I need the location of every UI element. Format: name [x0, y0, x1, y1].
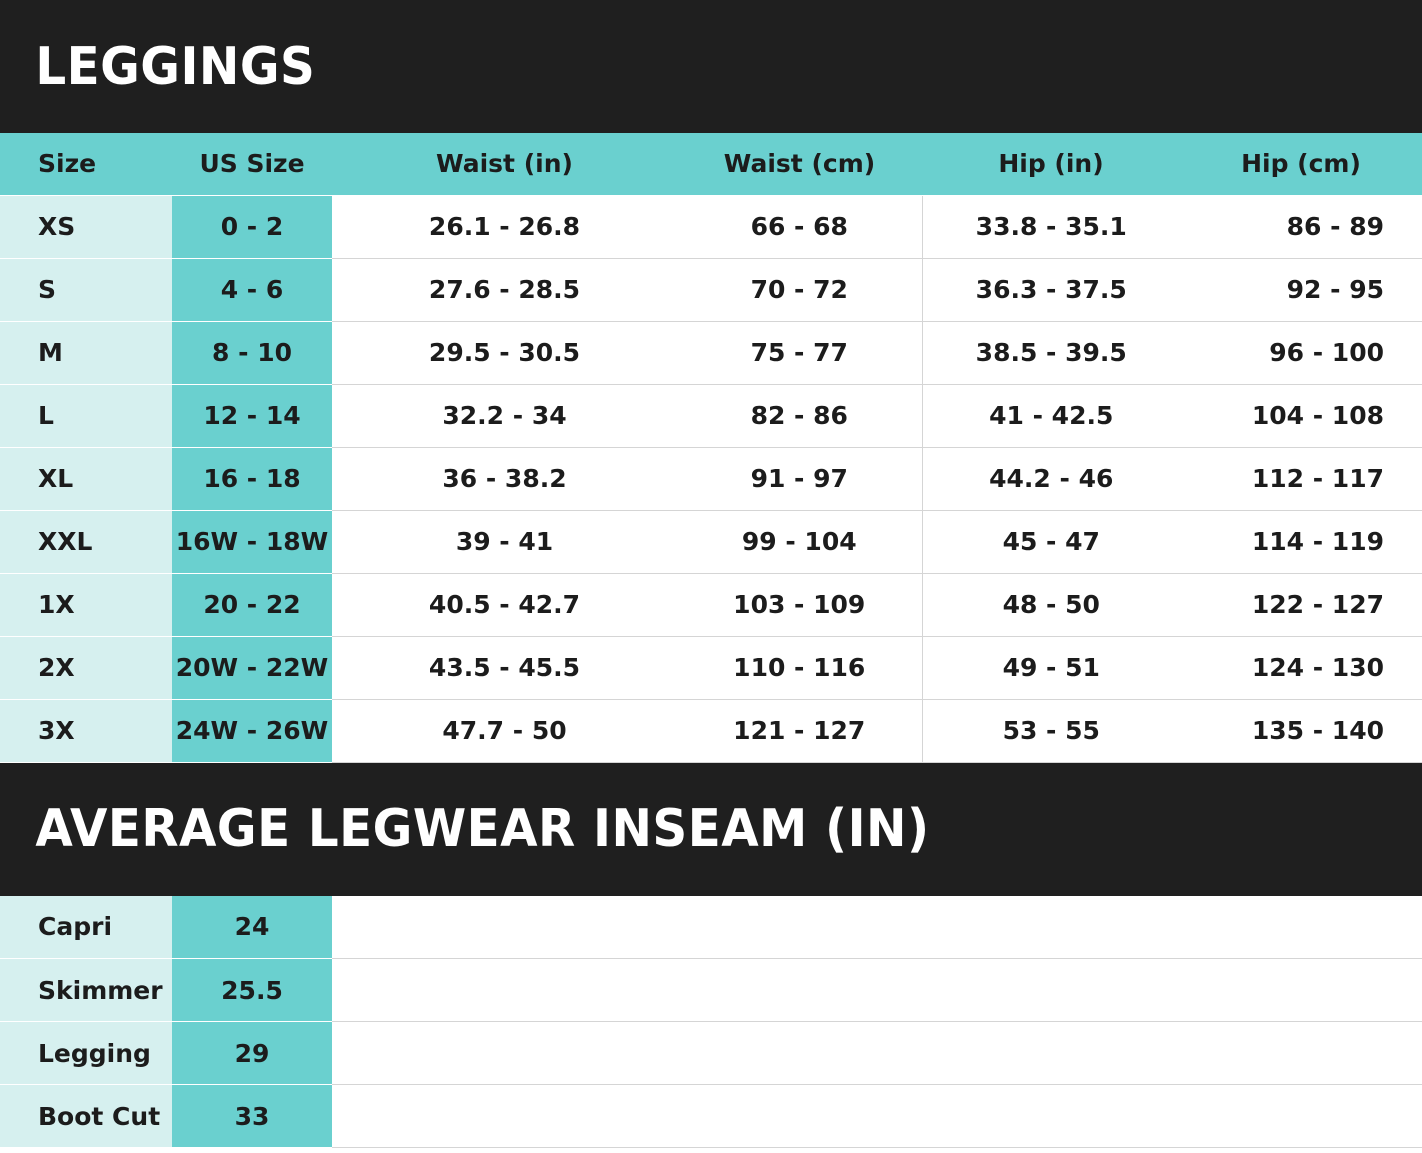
inseam-title-bar: [0, 763, 1422, 896]
cell-size: XL: [0, 447, 172, 510]
cell-waist-cm: 99 - 104: [677, 510, 922, 573]
cell-size: 2X: [0, 636, 172, 699]
cell-size: 1X: [0, 573, 172, 636]
column-header-waist-in: Waist (in): [332, 133, 677, 195]
cell-inseam-value: 25.5: [172, 959, 332, 1022]
cell-waist-cm: 121 - 127: [677, 699, 922, 762]
cell-waist-cm: 110 - 116: [677, 636, 922, 699]
cell-us-size: 24W - 26W: [172, 699, 332, 762]
cell-waist-in: 43.5 - 45.5: [332, 636, 677, 699]
table-row: [0, 258, 1422, 321]
cell-waist-in: 36 - 38.2: [332, 447, 677, 510]
list-item: [0, 896, 1422, 959]
table-row: [0, 510, 1422, 573]
cell-waist-cm: 66 - 68: [677, 195, 922, 258]
cell-inseam-value: 24: [172, 896, 332, 959]
cell-blank: [332, 1085, 1422, 1148]
list-item: [0, 1085, 1422, 1148]
inseam-title: AVERAGE LEGWEAR INSEAM (IN): [35, 799, 930, 859]
column-header-size: Size: [0, 133, 172, 195]
cell-hip-in: 49 - 51: [922, 636, 1180, 699]
cell-waist-in: 26.1 - 26.8: [332, 195, 677, 258]
cell-inseam-style: Capri: [0, 896, 172, 959]
cell-waist-in: 39 - 41: [332, 510, 677, 573]
leggings-title-bar: [0, 0, 1422, 133]
list-item: [0, 959, 1422, 1022]
cell-size: 3X: [0, 699, 172, 762]
cell-inseam-style: Boot Cut: [0, 1085, 172, 1148]
page-title: LEGGINGS: [35, 36, 316, 97]
table-row: [0, 321, 1422, 384]
cell-hip-in: 36.3 - 37.5: [922, 258, 1180, 321]
cell-us-size: 8 - 10: [172, 321, 332, 384]
cell-waist-in: 47.7 - 50: [332, 699, 677, 762]
cell-hip-cm: 124 - 130: [1180, 636, 1422, 699]
cell-blank: [332, 1022, 1422, 1085]
cell-us-size: 20W - 22W: [172, 636, 332, 699]
cell-hip-cm: 104 - 108: [1180, 384, 1422, 447]
cell-size: M: [0, 321, 172, 384]
cell-us-size: 0 - 2: [172, 195, 332, 258]
cell-inseam-value: 29: [172, 1022, 332, 1085]
list-item: [0, 1022, 1422, 1085]
column-header-us-size: US Size: [172, 133, 332, 195]
cell-hip-cm: 92 - 95: [1180, 258, 1422, 321]
cell-us-size: 16W - 18W: [172, 510, 332, 573]
table-row: [0, 573, 1422, 636]
cell-inseam-style: Legging: [0, 1022, 172, 1085]
table-header-row: [0, 133, 1422, 195]
column-header-waist-cm: Waist (cm): [677, 133, 922, 195]
cell-us-size: 16 - 18: [172, 447, 332, 510]
cell-hip-cm: 96 - 100: [1180, 321, 1422, 384]
cell-hip-cm: 112 - 117: [1180, 447, 1422, 510]
cell-inseam-value: 33: [172, 1085, 332, 1148]
inseam-table: [0, 896, 1422, 1149]
cell-hip-in: 33.8 - 35.1: [922, 195, 1180, 258]
table-row: [0, 447, 1422, 510]
cell-us-size: 20 - 22: [172, 573, 332, 636]
table-row: [0, 195, 1422, 258]
column-header-hip-cm: Hip (cm): [1180, 133, 1422, 195]
cell-hip-in: 44.2 - 46: [922, 447, 1180, 510]
cell-us-size: 4 - 6: [172, 258, 332, 321]
cell-size: S: [0, 258, 172, 321]
cell-waist-cm: 103 - 109: [677, 573, 922, 636]
cell-hip-in: 48 - 50: [922, 573, 1180, 636]
table-row: [0, 699, 1422, 762]
cell-waist-cm: 75 - 77: [677, 321, 922, 384]
cell-hip-cm: 86 - 89: [1180, 195, 1422, 258]
cell-waist-in: 32.2 - 34: [332, 384, 677, 447]
cell-hip-in: 41 - 42.5: [922, 384, 1180, 447]
table-row: [0, 636, 1422, 699]
cell-waist-in: 40.5 - 42.7: [332, 573, 677, 636]
cell-size: XXL: [0, 510, 172, 573]
cell-blank: [332, 896, 1422, 959]
column-header-hip-in: Hip (in): [922, 133, 1180, 195]
cell-size: XS: [0, 195, 172, 258]
cell-waist-cm: 82 - 86: [677, 384, 922, 447]
cell-waist-in: 29.5 - 30.5: [332, 321, 677, 384]
cell-size: L: [0, 384, 172, 447]
cell-hip-cm: 135 - 140: [1180, 699, 1422, 762]
cell-waist-in: 27.6 - 28.5: [332, 258, 677, 321]
cell-hip-cm: 114 - 119: [1180, 510, 1422, 573]
cell-blank: [332, 959, 1422, 1022]
cell-hip-in: 45 - 47: [922, 510, 1180, 573]
table-row: [0, 384, 1422, 447]
cell-waist-cm: 70 - 72: [677, 258, 922, 321]
cell-waist-cm: 91 - 97: [677, 447, 922, 510]
leggings-size-table: [0, 133, 1422, 763]
cell-hip-in: 38.5 - 39.5: [922, 321, 1180, 384]
cell-us-size: 12 - 14: [172, 384, 332, 447]
cell-hip-cm: 122 - 127: [1180, 573, 1422, 636]
cell-hip-in: 53 - 55: [922, 699, 1180, 762]
cell-inseam-style: Skimmer: [0, 959, 172, 1022]
